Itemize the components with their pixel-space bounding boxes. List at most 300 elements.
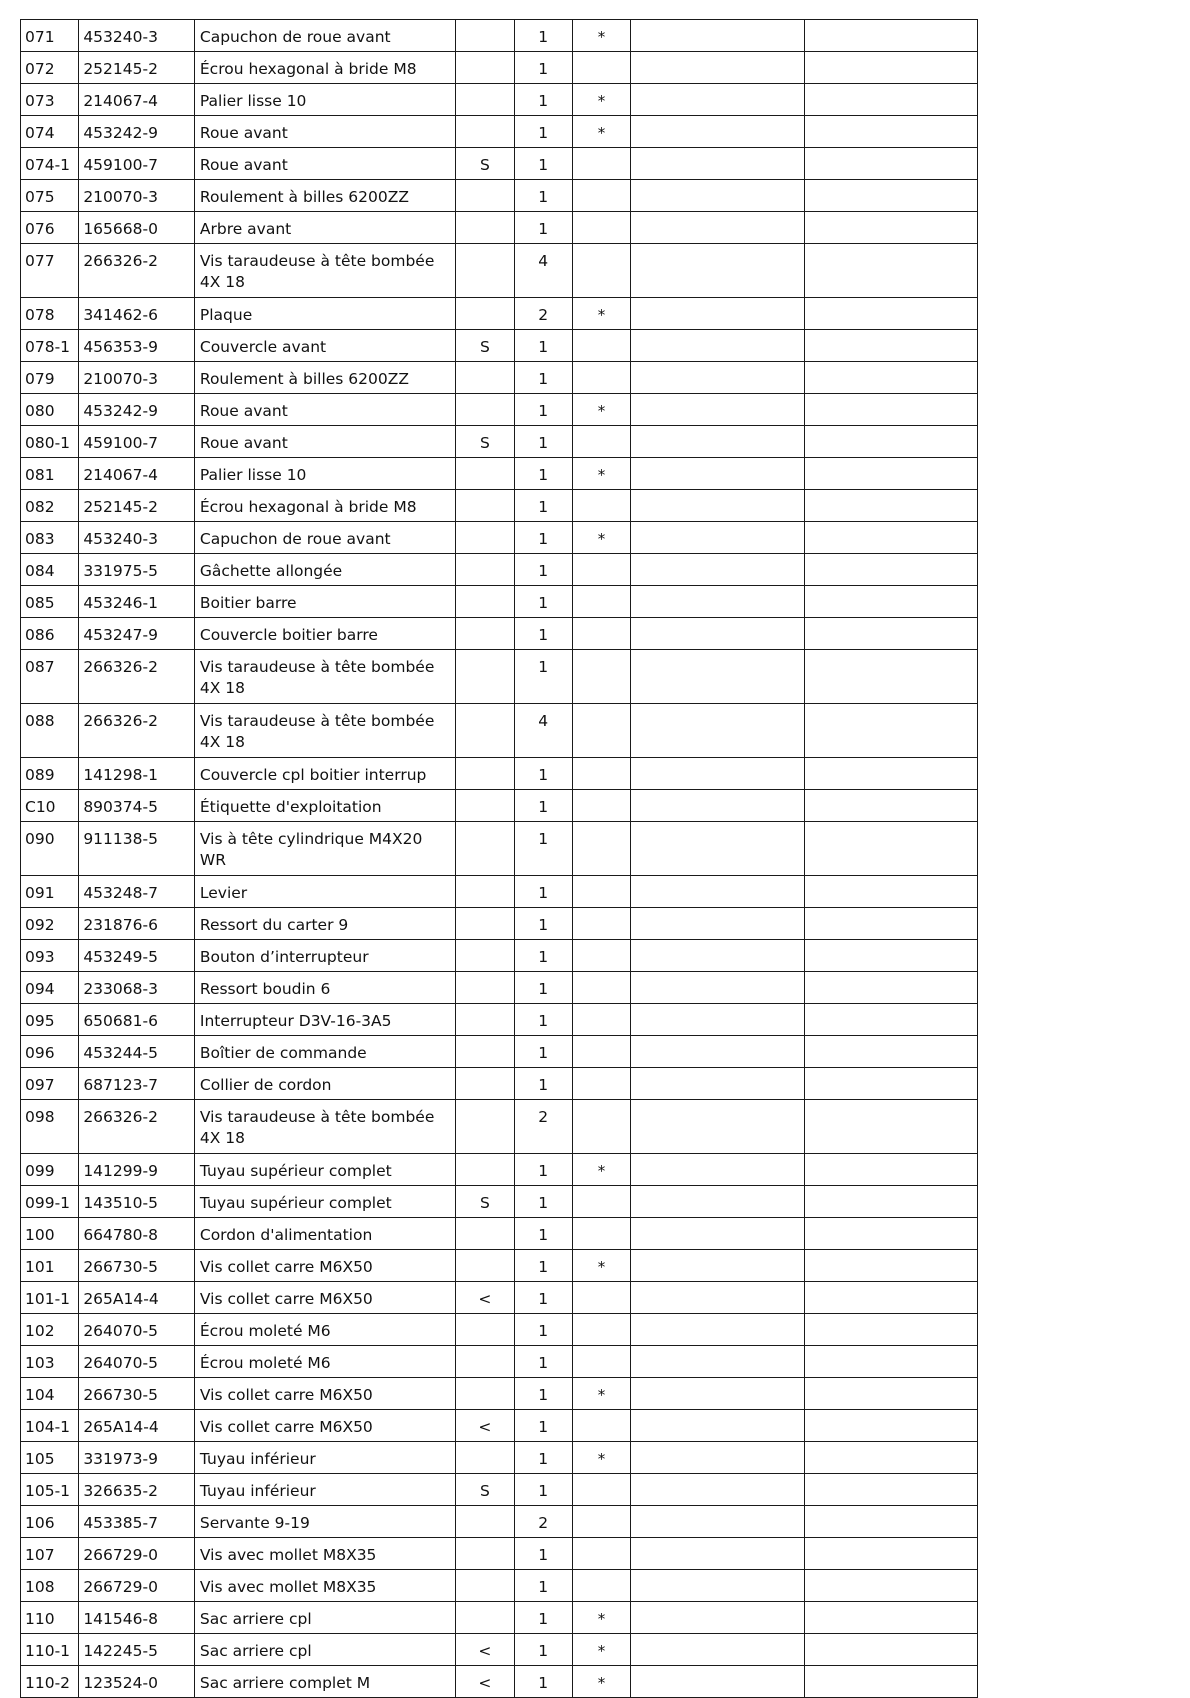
blank-cell: [805, 586, 978, 618]
blank-cell: [805, 20, 978, 52]
description-cell: Tuyau inférieur: [194, 1474, 455, 1506]
table-row: [21, 650, 978, 704]
ref-number-cell: 110-2: [21, 1666, 79, 1698]
quantity-cell: 1: [514, 876, 572, 908]
quantity-cell: 1: [514, 940, 572, 972]
mark-cell: [456, 1602, 514, 1634]
blank-cell: [631, 618, 805, 650]
mark-cell: [456, 362, 514, 394]
description-cell: Vis collet carre M6X50: [194, 1250, 455, 1282]
blank-cell: [631, 180, 805, 212]
quantity-cell: 1: [514, 790, 572, 822]
blank-cell: [631, 522, 805, 554]
blank-cell: [631, 1282, 805, 1314]
table-row: [21, 1154, 978, 1186]
part-number-cell: 453385-7: [79, 1506, 195, 1538]
table-row: [21, 1634, 978, 1666]
table-row: [21, 244, 978, 298]
part-number-cell: 453244-5: [79, 1036, 195, 1068]
mark-cell: [456, 1378, 514, 1410]
part-number-cell: 233068-3: [79, 972, 195, 1004]
mark-cell: [456, 586, 514, 618]
quantity-cell: 1: [514, 554, 572, 586]
quantity-cell: 1: [514, 212, 572, 244]
description-cell: Roue avant: [194, 394, 455, 426]
quantity-cell: 1: [514, 758, 572, 790]
part-number-cell: 123524-0: [79, 1666, 195, 1698]
blank-cell: [631, 586, 805, 618]
table-row: [21, 1004, 978, 1036]
part-number-cell: 453247-9: [79, 618, 195, 650]
mark-cell: [456, 490, 514, 522]
description-cell: Gâchette allongée: [194, 554, 455, 586]
blank-cell: [805, 1538, 978, 1570]
table-row: [21, 1666, 978, 1698]
note-cell: [572, 148, 630, 180]
part-number-cell: 456353-9: [79, 330, 195, 362]
table-row: [21, 586, 978, 618]
description-cell: Capuchon de roue avant: [194, 20, 455, 52]
part-number-cell: 231876-6: [79, 908, 195, 940]
part-number-cell: 143510-5: [79, 1186, 195, 1218]
part-number-cell: 266729-0: [79, 1538, 195, 1570]
mark-cell: [456, 1506, 514, 1538]
part-number-cell: 453240-3: [79, 522, 195, 554]
part-number-cell: 911138-5: [79, 822, 195, 876]
note-cell: [572, 1538, 630, 1570]
description-cell: Vis collet carre M6X50: [194, 1410, 455, 1442]
ref-number-cell: 100: [21, 1218, 79, 1250]
ref-number-cell: 076: [21, 212, 79, 244]
description-cell: Palier lisse 10: [194, 84, 455, 116]
blank-cell: [805, 522, 978, 554]
note-cell: [572, 1218, 630, 1250]
quantity-cell: 1: [514, 20, 572, 52]
ref-number-cell: 091: [21, 876, 79, 908]
blank-cell: [631, 908, 805, 940]
quantity-cell: 1: [514, 1602, 572, 1634]
ref-number-cell: 110: [21, 1602, 79, 1634]
quantity-cell: 1: [514, 650, 572, 704]
quantity-cell: 1: [514, 458, 572, 490]
blank-cell: [805, 116, 978, 148]
part-number-cell: 141299-9: [79, 1154, 195, 1186]
blank-cell: [631, 1378, 805, 1410]
blank-cell: [805, 52, 978, 84]
note-cell: [572, 330, 630, 362]
ref-number-cell: 097: [21, 1068, 79, 1100]
ref-number-cell: 084: [21, 554, 79, 586]
table-row: [21, 212, 978, 244]
quantity-cell: 1: [514, 330, 572, 362]
blank-cell: [631, 1186, 805, 1218]
table-row: [21, 1410, 978, 1442]
quantity-cell: 1: [514, 1410, 572, 1442]
table-row: [21, 116, 978, 148]
description-cell: Écrou moleté M6: [194, 1346, 455, 1378]
blank-cell: [805, 180, 978, 212]
blank-cell: [805, 212, 978, 244]
note-cell: [572, 908, 630, 940]
quantity-cell: 1: [514, 1314, 572, 1346]
quantity-cell: 1: [514, 1036, 572, 1068]
blank-cell: [631, 426, 805, 458]
description-cell: Collier de cordon: [194, 1068, 455, 1100]
part-number-cell: 266326-2: [79, 650, 195, 704]
mark-cell: S: [456, 1474, 514, 1506]
blank-cell: [805, 1068, 978, 1100]
mark-cell: [456, 458, 514, 490]
part-number-cell: 264070-5: [79, 1346, 195, 1378]
table-row: [21, 1186, 978, 1218]
ref-number-cell: 077: [21, 244, 79, 298]
blank-cell: [805, 1506, 978, 1538]
ref-number-cell: 106: [21, 1506, 79, 1538]
table-row: [21, 1282, 978, 1314]
table-row: [21, 1602, 978, 1634]
description-cell: Roulement à billes 6200ZZ: [194, 362, 455, 394]
mark-cell: [456, 1314, 514, 1346]
blank-cell: [631, 490, 805, 522]
note-cell: [572, 822, 630, 876]
mark-cell: [456, 1218, 514, 1250]
description-cell: Étiquette d'exploitation: [194, 790, 455, 822]
mark-cell: S: [456, 330, 514, 362]
mark-cell: [456, 522, 514, 554]
blank-cell: [631, 1506, 805, 1538]
part-number-cell: 266730-5: [79, 1378, 195, 1410]
part-number-cell: 453248-7: [79, 876, 195, 908]
mark-cell: [456, 790, 514, 822]
ref-number-cell: 081: [21, 458, 79, 490]
part-number-cell: 331973-9: [79, 1442, 195, 1474]
blank-cell: [805, 1250, 978, 1282]
quantity-cell: 1: [514, 1186, 572, 1218]
table-row: [21, 20, 978, 52]
mark-cell: [456, 822, 514, 876]
mark-cell: [456, 1154, 514, 1186]
note-cell: *: [572, 1442, 630, 1474]
blank-cell: [805, 822, 978, 876]
description-cell: Sac arriere cpl: [194, 1634, 455, 1666]
ref-number-cell: 101-1: [21, 1282, 79, 1314]
ref-number-cell: 093: [21, 940, 79, 972]
table-row: [21, 330, 978, 362]
part-number-cell: 459100-7: [79, 148, 195, 180]
note-cell: [572, 1314, 630, 1346]
table-row: [21, 554, 978, 586]
ref-number-cell: 102: [21, 1314, 79, 1346]
description-cell: Boitier barre: [194, 586, 455, 618]
blank-cell: [805, 704, 978, 758]
note-cell: [572, 1036, 630, 1068]
parts-list-body: [21, 20, 978, 1698]
table-row: [21, 1538, 978, 1570]
table-row: [21, 1346, 978, 1378]
part-number-cell: 165668-0: [79, 212, 195, 244]
quantity-cell: 1: [514, 1666, 572, 1698]
table-row: [21, 704, 978, 758]
table-row: [21, 908, 978, 940]
table-row: [21, 1068, 978, 1100]
quantity-cell: 1: [514, 822, 572, 876]
parts-list-table: [20, 19, 978, 1698]
blank-cell: [805, 876, 978, 908]
ref-number-cell: 088: [21, 704, 79, 758]
description-cell: Servante 9-19: [194, 1506, 455, 1538]
table-row: [21, 1570, 978, 1602]
blank-cell: [631, 1666, 805, 1698]
blank-cell: [805, 1218, 978, 1250]
description-cell: Tuyau inférieur: [194, 1442, 455, 1474]
mark-cell: [456, 394, 514, 426]
quantity-cell: 1: [514, 394, 572, 426]
quantity-cell: 4: [514, 704, 572, 758]
mark-cell: [456, 244, 514, 298]
quantity-cell: 1: [514, 1282, 572, 1314]
blank-cell: [631, 116, 805, 148]
mark-cell: [456, 20, 514, 52]
mark-cell: <: [456, 1410, 514, 1442]
part-number-cell: 266326-2: [79, 1100, 195, 1154]
description-cell: Cordon d'alimentation: [194, 1218, 455, 1250]
quantity-cell: 1: [514, 1634, 572, 1666]
description-cell: Tuyau supérieur complet: [194, 1186, 455, 1218]
blank-cell: [631, 330, 805, 362]
note-cell: *: [572, 1634, 630, 1666]
quantity-cell: 1: [514, 426, 572, 458]
part-number-cell: 890374-5: [79, 790, 195, 822]
quantity-cell: 1: [514, 116, 572, 148]
note-cell: *: [572, 522, 630, 554]
blank-cell: [631, 1570, 805, 1602]
blank-cell: [805, 1036, 978, 1068]
description-cell: Couvercle boitier barre: [194, 618, 455, 650]
quantity-cell: 1: [514, 1474, 572, 1506]
description-cell: Roue avant: [194, 148, 455, 180]
ref-number-cell: 074: [21, 116, 79, 148]
blank-cell: [631, 822, 805, 876]
blank-cell: [805, 362, 978, 394]
mark-cell: [456, 298, 514, 330]
blank-cell: [805, 298, 978, 330]
description-cell: Capuchon de roue avant: [194, 522, 455, 554]
part-number-cell: 650681-6: [79, 1004, 195, 1036]
note-cell: *: [572, 298, 630, 330]
blank-cell: [805, 1154, 978, 1186]
part-number-cell: 453246-1: [79, 586, 195, 618]
mark-cell: [456, 212, 514, 244]
description-cell: Bouton d’interrupteur: [194, 940, 455, 972]
table-row: [21, 458, 978, 490]
part-number-cell: 264070-5: [79, 1314, 195, 1346]
blank-cell: [805, 972, 978, 1004]
description-cell: Vis à tête cylindrique M4X20 WR: [194, 822, 455, 876]
ref-number-cell: 087: [21, 650, 79, 704]
blank-cell: [631, 1218, 805, 1250]
blank-cell: [631, 458, 805, 490]
mark-cell: <: [456, 1634, 514, 1666]
quantity-cell: 1: [514, 908, 572, 940]
ref-number-cell: 080-1: [21, 426, 79, 458]
ref-number-cell: 086: [21, 618, 79, 650]
part-number-cell: 266326-2: [79, 704, 195, 758]
note-cell: [572, 1282, 630, 1314]
blank-cell: [631, 52, 805, 84]
part-number-cell: 326635-2: [79, 1474, 195, 1506]
table-row: [21, 1442, 978, 1474]
description-cell: Boîtier de commande: [194, 1036, 455, 1068]
blank-cell: [631, 212, 805, 244]
blank-cell: [805, 618, 978, 650]
description-cell: Roue avant: [194, 116, 455, 148]
description-cell: Interrupteur D3V-16-3A5: [194, 1004, 455, 1036]
table-row: [21, 1506, 978, 1538]
ref-number-cell: 105-1: [21, 1474, 79, 1506]
note-cell: [572, 758, 630, 790]
blank-cell: [805, 148, 978, 180]
mark-cell: [456, 1442, 514, 1474]
blank-cell: [805, 426, 978, 458]
part-number-cell: 214067-4: [79, 458, 195, 490]
ref-number-cell: 085: [21, 586, 79, 618]
table-row: [21, 1378, 978, 1410]
mark-cell: S: [456, 148, 514, 180]
blank-cell: [631, 1474, 805, 1506]
table-row: [21, 940, 978, 972]
quantity-cell: 1: [514, 362, 572, 394]
mark-cell: [456, 1036, 514, 1068]
description-cell: Vis avec mollet M8X35: [194, 1538, 455, 1570]
mark-cell: [456, 704, 514, 758]
blank-cell: [805, 1634, 978, 1666]
quantity-cell: 1: [514, 1218, 572, 1250]
part-number-cell: 210070-3: [79, 362, 195, 394]
note-cell: [572, 244, 630, 298]
quantity-cell: 1: [514, 1538, 572, 1570]
mark-cell: [456, 618, 514, 650]
table-row: [21, 876, 978, 908]
blank-cell: [631, 972, 805, 1004]
table-row: [21, 298, 978, 330]
part-number-cell: 453242-9: [79, 116, 195, 148]
part-number-cell: 265A14-4: [79, 1282, 195, 1314]
note-cell: [572, 212, 630, 244]
ref-number-cell: 107: [21, 1538, 79, 1570]
mark-cell: [456, 1068, 514, 1100]
description-cell: Sac arriere cpl: [194, 1602, 455, 1634]
description-cell: Écrou hexagonal à bride M8: [194, 52, 455, 84]
ref-number-cell: 073: [21, 84, 79, 116]
note-cell: [572, 1410, 630, 1442]
mark-cell: [456, 180, 514, 212]
ref-number-cell: 071: [21, 20, 79, 52]
part-number-cell: 142245-5: [79, 1634, 195, 1666]
blank-cell: [805, 758, 978, 790]
description-cell: Sac arriere complet M: [194, 1666, 455, 1698]
quantity-cell: 1: [514, 972, 572, 1004]
table-row: [21, 522, 978, 554]
blank-cell: [805, 650, 978, 704]
quantity-cell: 2: [514, 1100, 572, 1154]
quantity-cell: 1: [514, 148, 572, 180]
description-cell: Vis collet carre M6X50: [194, 1378, 455, 1410]
note-cell: *: [572, 394, 630, 426]
table-row: [21, 1036, 978, 1068]
table-row: [21, 758, 978, 790]
blank-cell: [805, 790, 978, 822]
blank-cell: [631, 298, 805, 330]
table-row: [21, 972, 978, 1004]
ref-number-cell: 095: [21, 1004, 79, 1036]
note-cell: [572, 362, 630, 394]
mark-cell: [456, 84, 514, 116]
part-number-cell: 341462-6: [79, 298, 195, 330]
ref-number-cell: 080: [21, 394, 79, 426]
blank-cell: [631, 84, 805, 116]
ref-number-cell: 083: [21, 522, 79, 554]
ref-number-cell: 082: [21, 490, 79, 522]
blank-cell: [631, 244, 805, 298]
part-number-cell: 252145-2: [79, 490, 195, 522]
ref-number-cell: 078-1: [21, 330, 79, 362]
note-cell: [572, 1506, 630, 1538]
note-cell: *: [572, 458, 630, 490]
ref-number-cell: 090: [21, 822, 79, 876]
note-cell: [572, 1100, 630, 1154]
blank-cell: [805, 84, 978, 116]
quantity-cell: 1: [514, 618, 572, 650]
part-number-cell: 141546-8: [79, 1602, 195, 1634]
description-cell: Vis taraudeuse à tête bombée 4X 18: [194, 1100, 455, 1154]
blank-cell: [805, 1474, 978, 1506]
blank-cell: [805, 908, 978, 940]
table-row: [21, 618, 978, 650]
mark-cell: S: [456, 426, 514, 458]
note-cell: [572, 790, 630, 822]
note-cell: *: [572, 1154, 630, 1186]
blank-cell: [631, 1036, 805, 1068]
ref-number-cell: 108: [21, 1570, 79, 1602]
mark-cell: <: [456, 1282, 514, 1314]
part-number-cell: 459100-7: [79, 426, 195, 458]
table-row: [21, 1314, 978, 1346]
table-row: [21, 52, 978, 84]
note-cell: [572, 704, 630, 758]
note-cell: [572, 426, 630, 458]
blank-cell: [631, 148, 805, 180]
blank-cell: [805, 1410, 978, 1442]
note-cell: [572, 52, 630, 84]
ref-number-cell: 089: [21, 758, 79, 790]
blank-cell: [805, 1282, 978, 1314]
blank-cell: [631, 1100, 805, 1154]
blank-cell: [631, 394, 805, 426]
quantity-cell: 1: [514, 52, 572, 84]
part-number-cell: 687123-7: [79, 1068, 195, 1100]
description-cell: Vis taraudeuse à tête bombée 4X 18: [194, 650, 455, 704]
blank-cell: [805, 554, 978, 586]
table-row: [21, 822, 978, 876]
blank-cell: [805, 458, 978, 490]
blank-cell: [631, 1634, 805, 1666]
description-cell: Palier lisse 10: [194, 458, 455, 490]
mark-cell: [456, 1250, 514, 1282]
description-cell: Couvercle cpl boitier interrup: [194, 758, 455, 790]
blank-cell: [805, 1346, 978, 1378]
blank-cell: [631, 790, 805, 822]
part-number-cell: 266326-2: [79, 244, 195, 298]
